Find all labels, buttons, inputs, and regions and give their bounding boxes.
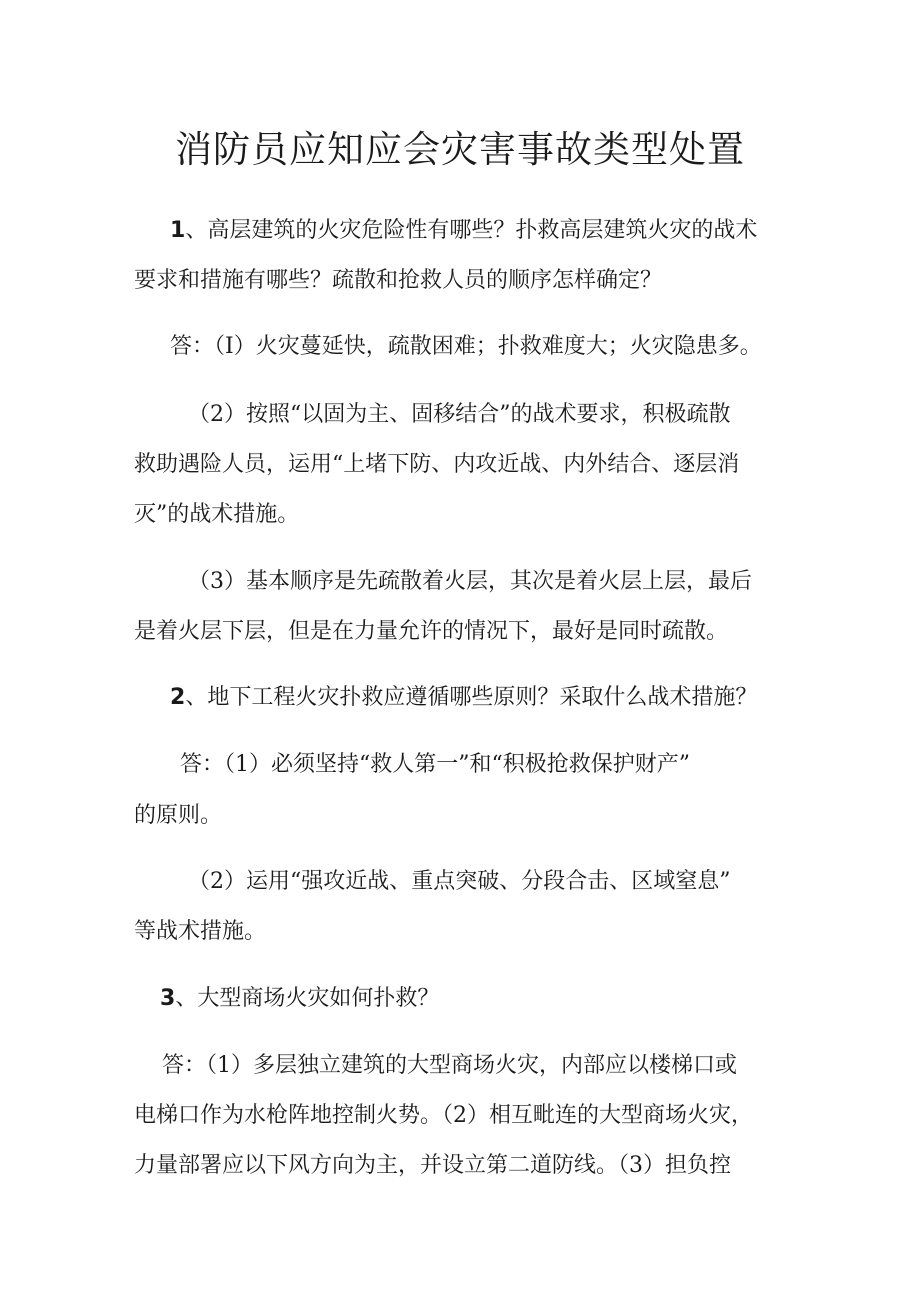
answer-2-point-1-line-2: 的原则。 — [134, 803, 223, 828]
answer-1-point-2-line-2: 救助遇险人员，运用“上堵下防、内攻近战、内外结合、逐层消 — [134, 452, 740, 477]
answer-1-point-2-line-3: 灭”的战术措施。 — [134, 502, 300, 527]
question-2-number: 2 — [170, 685, 186, 710]
question-2-line-1 — [170, 685, 757, 711]
answer-3-line-1: 答：（1）多层独立建筑的大型商场火灾，内部应以楼梯口或 — [162, 1053, 737, 1078]
answer-3-line-3: 力量部署应以下风方向为主，并设立第二道防线。（3）担负控 — [134, 1153, 731, 1178]
question-3-text: 、大型商场火灾如何扑救？ — [175, 986, 440, 1011]
answer-2-point-1-line-1: 答：（1）必须坚持“救人第一”和“积极抢救保护财产” — [180, 752, 690, 777]
answer-3-line-2: 电梯口作为水枪阵地控制火势。（2）相互毗连的大型商场火灾， — [134, 1103, 753, 1128]
document-title: 消防员应知应会灾害事故类型处置 — [175, 128, 745, 171]
question-2-text: 、地下工程火灾扑救应遵循哪些原则？采取什么战术措施？ — [185, 685, 758, 710]
question-3-line-1 — [160, 986, 439, 1012]
question-3-number: 3 — [160, 986, 176, 1011]
answer-2-point-2-line-1: （2）运用“强攻近战、重点突破、分段合击、区域窒息” — [188, 869, 731, 894]
answer-1-point-2-line-1: （2）按照“以固为主、固移结合”的战术要求，积极疏散 — [188, 402, 731, 427]
answer-1-point-3-line-2: 是着火层下层，但是在力量允许的情况下，最好是同时疏散。 — [134, 619, 729, 644]
question-1-line-1 — [170, 218, 757, 244]
answer-1-point-1: 答：（I）火灾蔓延快，疏散困难；扑救难度大；火灾隐患多。 — [170, 334, 762, 359]
answer-1-point-3-line-1: （3）基本顺序是先疏散着火层，其次是着火层上层，最后 — [188, 569, 752, 594]
answer-2-point-2-line-2: 等战术措施。 — [134, 919, 267, 944]
question-1-line-2: 要求和措施有哪些？疏散和抢救人员的顺序怎样确定？ — [134, 268, 663, 293]
question-1-text: 、高层建筑的火灾危险性有哪些？扑救高层建筑火灾的战术 — [185, 218, 758, 243]
question-1-number: 1 — [170, 218, 186, 243]
